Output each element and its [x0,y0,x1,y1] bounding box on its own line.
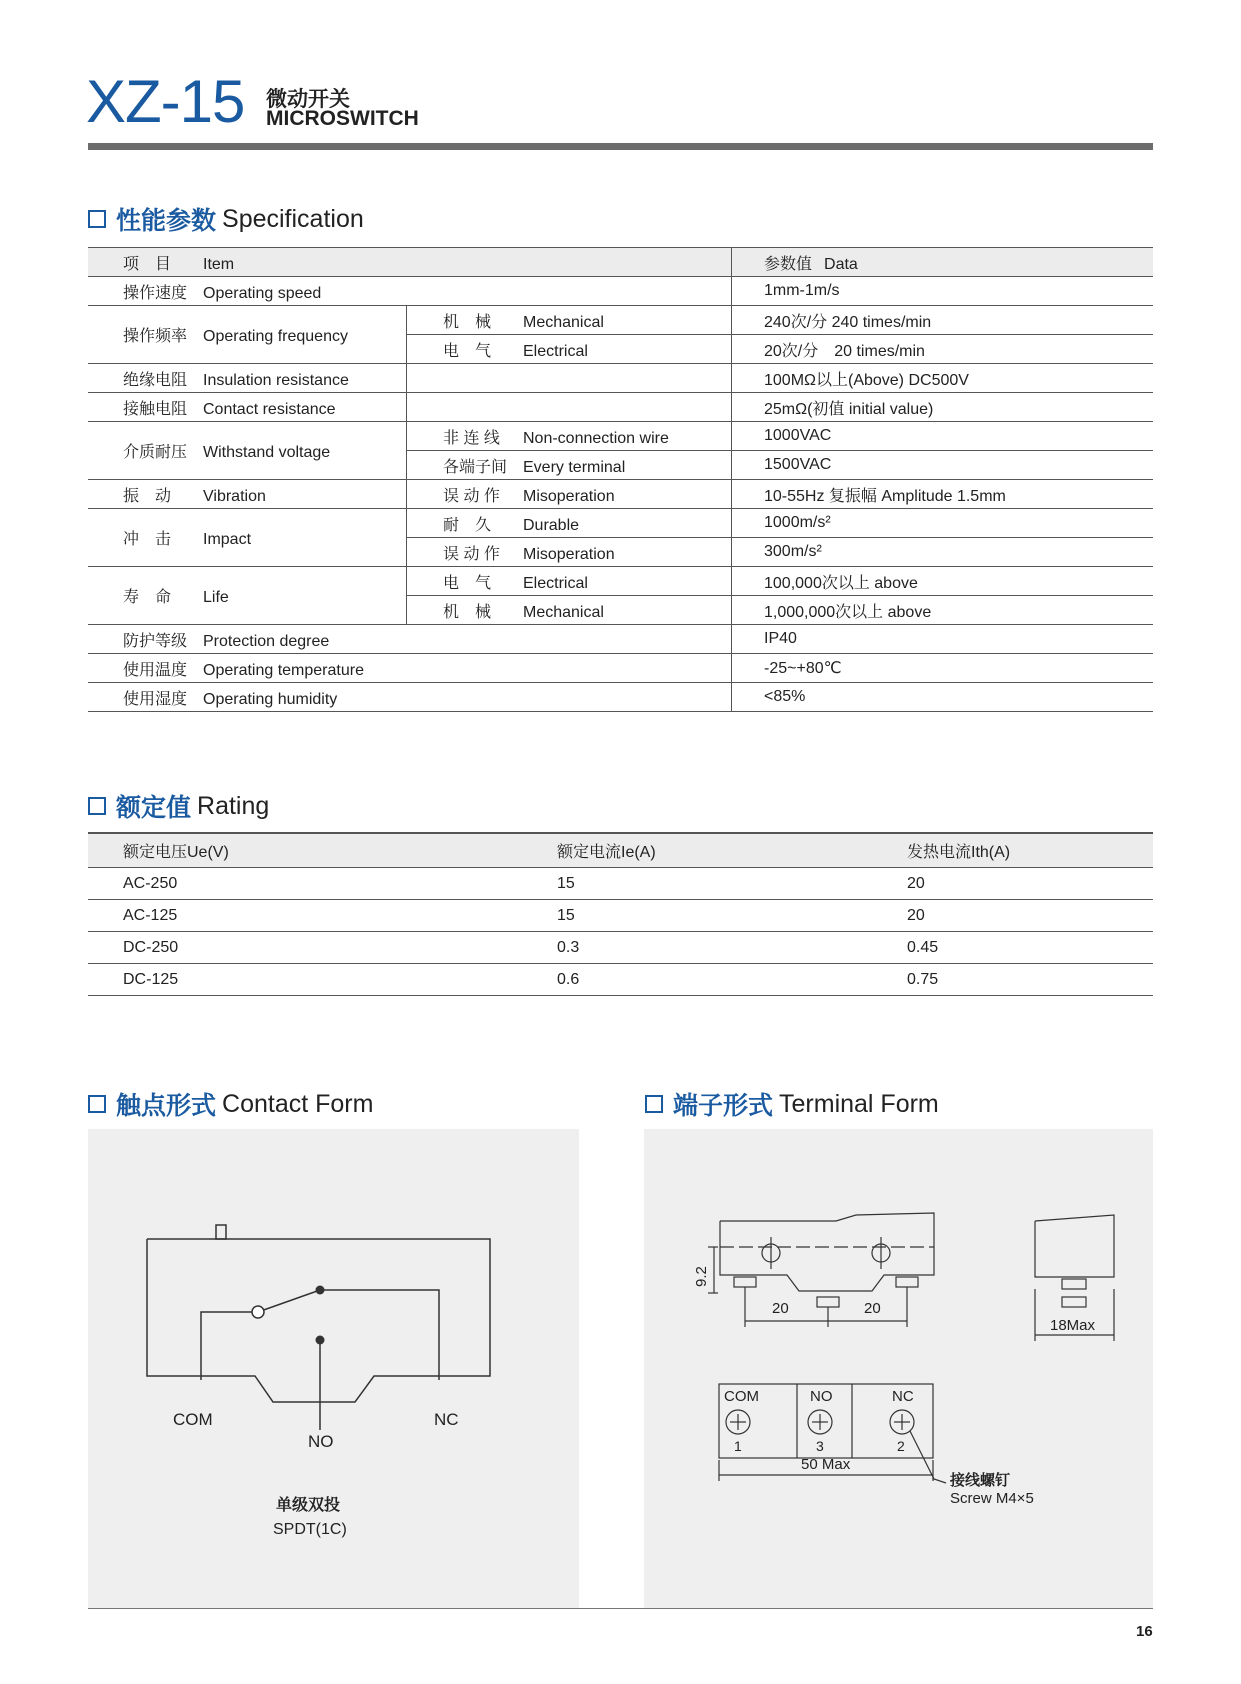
table-row [88,509,1153,538]
row-label-cn: 防护等级 [123,632,188,650]
table-row [88,422,1153,451]
sub-label-en: Mechanical [523,603,604,621]
table-row [88,900,1153,932]
side-view-body [1035,1215,1114,1277]
table-row [88,567,1153,596]
spec-title-cn: 性能参数 [116,207,217,235]
row-label-en: Life [203,589,229,606]
row-label-en: Insulation resistance [203,371,349,389]
sub-label-cn: 非 连 线 [443,429,500,447]
title-cn: 微动开关 [266,88,350,111]
sub-label-en: Mechanical [523,313,604,331]
table-header-row [88,833,1153,868]
rating-table [88,832,1153,996]
rating-title-cn: 额定值 [116,794,192,822]
terminal-middle [817,1297,839,1307]
row-value: 240次/分 240 times/min [732,306,1154,335]
actuator-plunger [216,1225,226,1239]
term-num-3: 3 [816,1438,824,1454]
header-rule [88,143,1153,150]
row-value: 1000m/s² [732,509,1154,538]
rating-cell: 20 [907,900,1153,932]
row-label-cn: 寿 命 [123,589,172,606]
row-label-en: Withstand voltage [203,444,331,461]
row-value: 100MΩ以上(Above) DC500V [732,364,1154,393]
row-label-en: Operating temperature [203,661,364,679]
rating-cell: 20 [907,868,1153,900]
dim-width: 50 Max [801,1456,851,1473]
row-label-cn: 绝缘电阻 [123,371,188,389]
nc-contact-dot [316,1286,325,1295]
table-header-row [88,248,1153,277]
contact-title-cn: 触点形式 [116,1092,217,1120]
row-value: 100,000次以上 above [732,567,1154,596]
terminal-title-en: Terminal Form [779,1089,939,1118]
terminal-title-cn: 端子形式 [673,1092,774,1120]
row-label-cn: 振 动 [123,487,172,505]
contact-form-panel [88,1129,579,1609]
rating-section-title [88,788,269,824]
row-value: <85% [732,683,1154,712]
row-value: 1,000,000次以上 above [732,596,1154,625]
row-label-en: Operating frequency [203,328,348,345]
sub-label-en: Electrical [523,574,588,592]
rating-cell: 15 [557,900,907,932]
term-com-label: COM [724,1388,759,1405]
spec-title-en: Specification [222,204,364,233]
row-value: 1000VAC [732,422,1154,451]
table-row [88,625,1153,654]
row-label-cn: 介质耐压 [123,444,188,461]
row-label-cn: 接触电阻 [123,400,188,418]
rating-cell: 0.3 [557,932,907,964]
term-num-2: 2 [897,1438,905,1454]
rating-cell: DC-250 [88,932,557,964]
spec-section-title [88,201,364,237]
table-row [88,277,1153,306]
screw-label-cn: 接线螺钉 [950,1472,1011,1489]
model-title: XZ-15 [86,68,245,135]
terminal-drawing [644,1129,1153,1609]
sub-label-en: Non-connection wire [523,429,669,447]
contact-type-cn: 单级双投 [276,1497,341,1514]
sub-label-cn: 机 械 [443,313,492,331]
sub-label-cn: 机 械 [443,603,492,621]
sub-label-en: Electrical [523,342,588,360]
rating-header-current: 额定电流Ie(A) [557,833,907,868]
term-no-label: NO [810,1388,833,1405]
table-row [88,306,1153,335]
sub-label-cn: 误 动 作 [443,487,500,505]
row-label-en: Operating humidity [203,690,338,708]
sub-label-cn: 误 动 作 [443,545,500,563]
row-value: 1500VAC [732,451,1154,480]
row-value: 25mΩ(初值 initial value) [732,393,1154,422]
sub-label-cn: 各端子间 [443,458,508,476]
com-lead [201,1312,258,1380]
dim-height: 9.2 [693,1266,710,1287]
header-item-cn: 项 目 [123,255,172,273]
sub-label-en: Misoperation [523,545,615,563]
dim-left: 20 [772,1300,789,1317]
row-label-en: Protection degree [203,632,330,650]
row-label-cn: 操作频率 [123,328,188,345]
contact-schematic [88,1129,579,1609]
sub-label-cn: 耐 久 [443,516,492,534]
header-data-en: Data [824,255,858,273]
table-row [88,964,1153,996]
nc-lead [320,1290,439,1380]
row-label-cn: 使用湿度 [123,690,188,708]
row-label-en: Contact resistance [203,400,336,418]
terminal-form-panel [644,1129,1153,1609]
label-com: COM [173,1410,213,1429]
row-value: 10-55Hz 复振幅 Amplitude 1.5mm [732,480,1154,509]
checkbox-square-icon [645,1095,663,1113]
page-number: 16 [1136,1623,1153,1640]
terminal-left [734,1277,756,1287]
contact-type-en: SPDT(1C) [273,1521,347,1538]
row-label-cn: 使用温度 [123,661,188,679]
checkbox-square-icon [88,210,106,228]
term-num-1: 1 [734,1438,742,1454]
row-label-cn: 操作速度 [123,284,188,302]
moving-contact-blade [258,1290,320,1312]
table-row [88,654,1153,683]
rating-header-thermal: 发热电流Ith(A) [907,833,1153,868]
row-value: 20次/分 20 times/min [732,335,1154,364]
row-label-cn: 冲 击 [123,531,172,548]
table-row [88,932,1153,964]
sub-label-cn: 电 气 [443,342,492,360]
checkbox-square-icon [88,797,106,815]
term-nc-label: NC [892,1388,914,1405]
dim-right: 20 [864,1300,881,1317]
row-value: IP40 [732,625,1154,654]
row-label-en: Operating speed [203,284,322,302]
rating-title-en: Rating [197,791,270,820]
rating-header-voltage: 额定电压Ue(V) [88,833,557,868]
front-view-body [720,1213,934,1291]
header-data-cn: 参数值 [764,255,813,273]
table-row [88,480,1153,509]
row-label-en: Vibration [203,487,266,505]
rating-cell: 0.6 [557,964,907,996]
checkbox-square-icon [88,1095,106,1113]
footer-rule [88,1608,1153,1609]
screw-label-en: Screw M4×5 [950,1490,1034,1507]
sub-label-en: Every terminal [523,458,626,476]
title-en: MICROSWITCH [266,107,419,130]
rating-cell: 0.75 [907,964,1153,996]
row-value: 1mm-1m/s [732,277,1154,306]
rating-cell: 0.45 [907,932,1153,964]
sub-label-en: Misoperation [523,487,615,505]
table-row [88,364,1153,393]
sub-label-cn: 电 气 [443,574,492,592]
row-value: 300m/s² [732,538,1154,567]
contact-title-en: Contact Form [222,1089,374,1118]
terminal-section-title [645,1086,939,1122]
table-row [88,393,1153,422]
rating-cell: 15 [557,868,907,900]
sub-label-en: Durable [523,516,580,534]
table-row [88,868,1153,900]
row-value: -25~+80℃ [732,654,1154,683]
row-label-en: Impact [203,531,252,548]
header-item-en: Item [203,255,235,273]
table-row [88,683,1153,712]
label-no: NO [308,1432,334,1451]
no-contact-dot [316,1336,325,1345]
terminal-right [896,1277,918,1287]
pivot-contact [252,1306,264,1318]
label-nc: NC [434,1410,459,1429]
rating-cell: AC-250 [88,868,557,900]
rating-cell: AC-125 [88,900,557,932]
spec-table [88,247,1153,712]
contact-section-title [88,1086,373,1122]
rating-cell: DC-125 [88,964,557,996]
dim-side: 18Max [1050,1317,1096,1334]
